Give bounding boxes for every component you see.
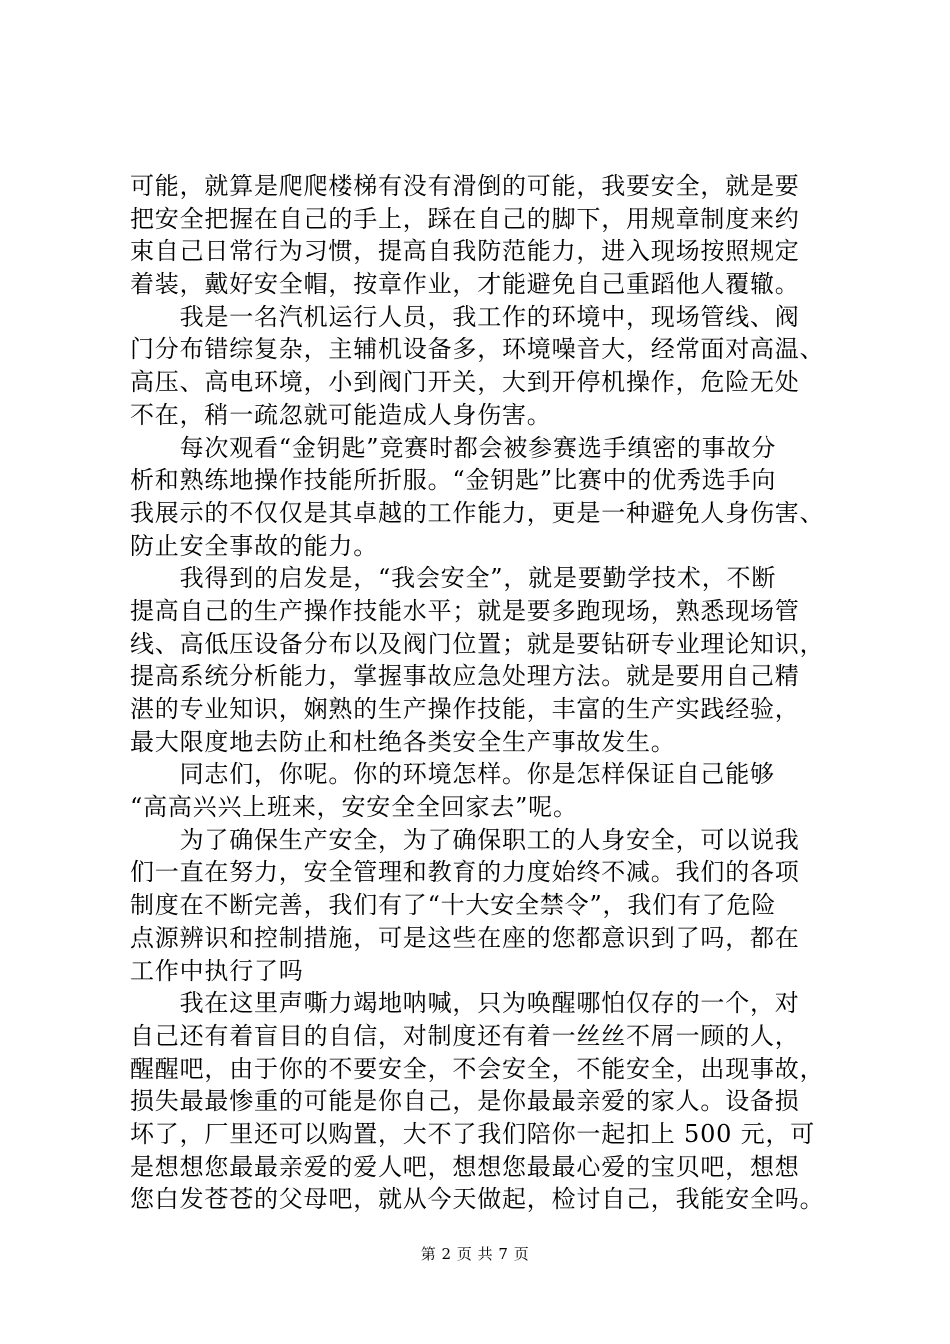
text-line: 线、高低压设备分布以及阀门位置；就是要钻研专业理论知识， <box>130 629 825 658</box>
text-line: 醒醒吧，由于你的不要安全，不会安全，不能安全，出现事故， <box>130 1054 825 1083</box>
text-line: 同志们，你呢。你的环境怎样。你是怎样保证自己能够 <box>130 760 775 789</box>
text-line: 是想想您最最亲爱的爱人吧，想想您最最心爱的宝贝吧，想想 <box>130 1152 800 1181</box>
text-line: 束自己日常行为习惯，提高自我防范能力，进入现场按照规定 <box>130 237 800 266</box>
text-line: 工作中执行了吗 <box>130 956 304 985</box>
text-line: 点源辨识和控制措施，可是这些在座的您都意识到了吗，都在 <box>130 923 800 952</box>
text-line: 我得到的启发是，“我会安全”，就是要勤学技术，不断 <box>130 564 777 593</box>
text-line: 自己还有着盲目的自信，对制度还有着一丝丝不屑一顾的人， <box>130 1021 800 1050</box>
text-line: 可能，就算是爬爬楼梯有没有滑倒的可能，我要安全，就是要 <box>130 172 800 200</box>
text-line: 为了确保生产安全，为了确保职工的人身安全，可以说我 <box>130 825 800 854</box>
text-line: 不在，稍一疏忽就可能造成人身伤害。 <box>130 400 552 429</box>
document-body <box>130 170 850 1216</box>
text-line: 损失最最惨重的可能是你自己，是你最最亲爱的家人。设备损 <box>130 1087 800 1116</box>
text-line: 们一直在努力，安全管理和教育的力度始终不减。我们的各项 <box>130 858 800 887</box>
text-line: 着装，戴好安全帽，按章作业，才能避免自己重蹈他人覆辙。 <box>130 270 800 299</box>
text-line: 制度在不断完善，我们有了“十大安全禁令”，我们有了危险 <box>130 891 777 920</box>
text-line: 提高系统分析能力，掌握事故应急处理方法。就是要用自己精 <box>130 662 800 691</box>
page-number-footer: 第 2 页 共 7 页 <box>420 1245 530 1263</box>
text-line: 门分布错综复杂，主辅机设备多，环境噪音大，经常面对高温、 <box>130 335 825 364</box>
text-line: 高压、高电环境，小到阀门开关，大到开停机操作，危险无处 <box>130 368 800 397</box>
text-line: “高高兴兴上班来，安安全全回家去”呢。 <box>130 793 578 822</box>
text-line: 防止安全事故的能力。 <box>130 531 378 560</box>
text-line: 每次观看“金钥匙”竞赛时都会被参赛选手缜密的事故分 <box>130 433 777 462</box>
text-line: 最大限度地去防止和杜绝各类安全生产事故发生。 <box>130 727 676 756</box>
text-line: 我展示的不仅仅是其卓越的工作能力，更是一种避免人身伤害、 <box>130 498 825 527</box>
text-line: 您白发苍苍的父母吧，就从今天做起，检讨自己，我能安全吗。 <box>130 1185 825 1214</box>
text-line: 析和熟练地操作技能所折服。“金钥匙”比赛中的优秀选手向 <box>130 466 777 495</box>
text-line: 我在这里声嘶力竭地呐喊，只为唤醒哪怕仅存的一个，对 <box>130 989 800 1018</box>
text-line: 提高自己的生产操作技能水平；就是要多跑现场，熟悉现场管 <box>130 596 800 625</box>
text-line: 我是一名汽机运行人员，我工作的环境中，现场管线、阀 <box>130 302 800 331</box>
text-line: 湛的专业知识，娴熟的生产操作技能，丰富的生产实践经验， <box>130 695 800 723</box>
text-line: 把安全把握在自己的手上，踩在自己的脚下，用规章制度来约 <box>130 204 800 233</box>
text-line: 坏了，厂里还可以购置，大不了我们陪你一起扣上 500 元，可 <box>130 1119 816 1148</box>
